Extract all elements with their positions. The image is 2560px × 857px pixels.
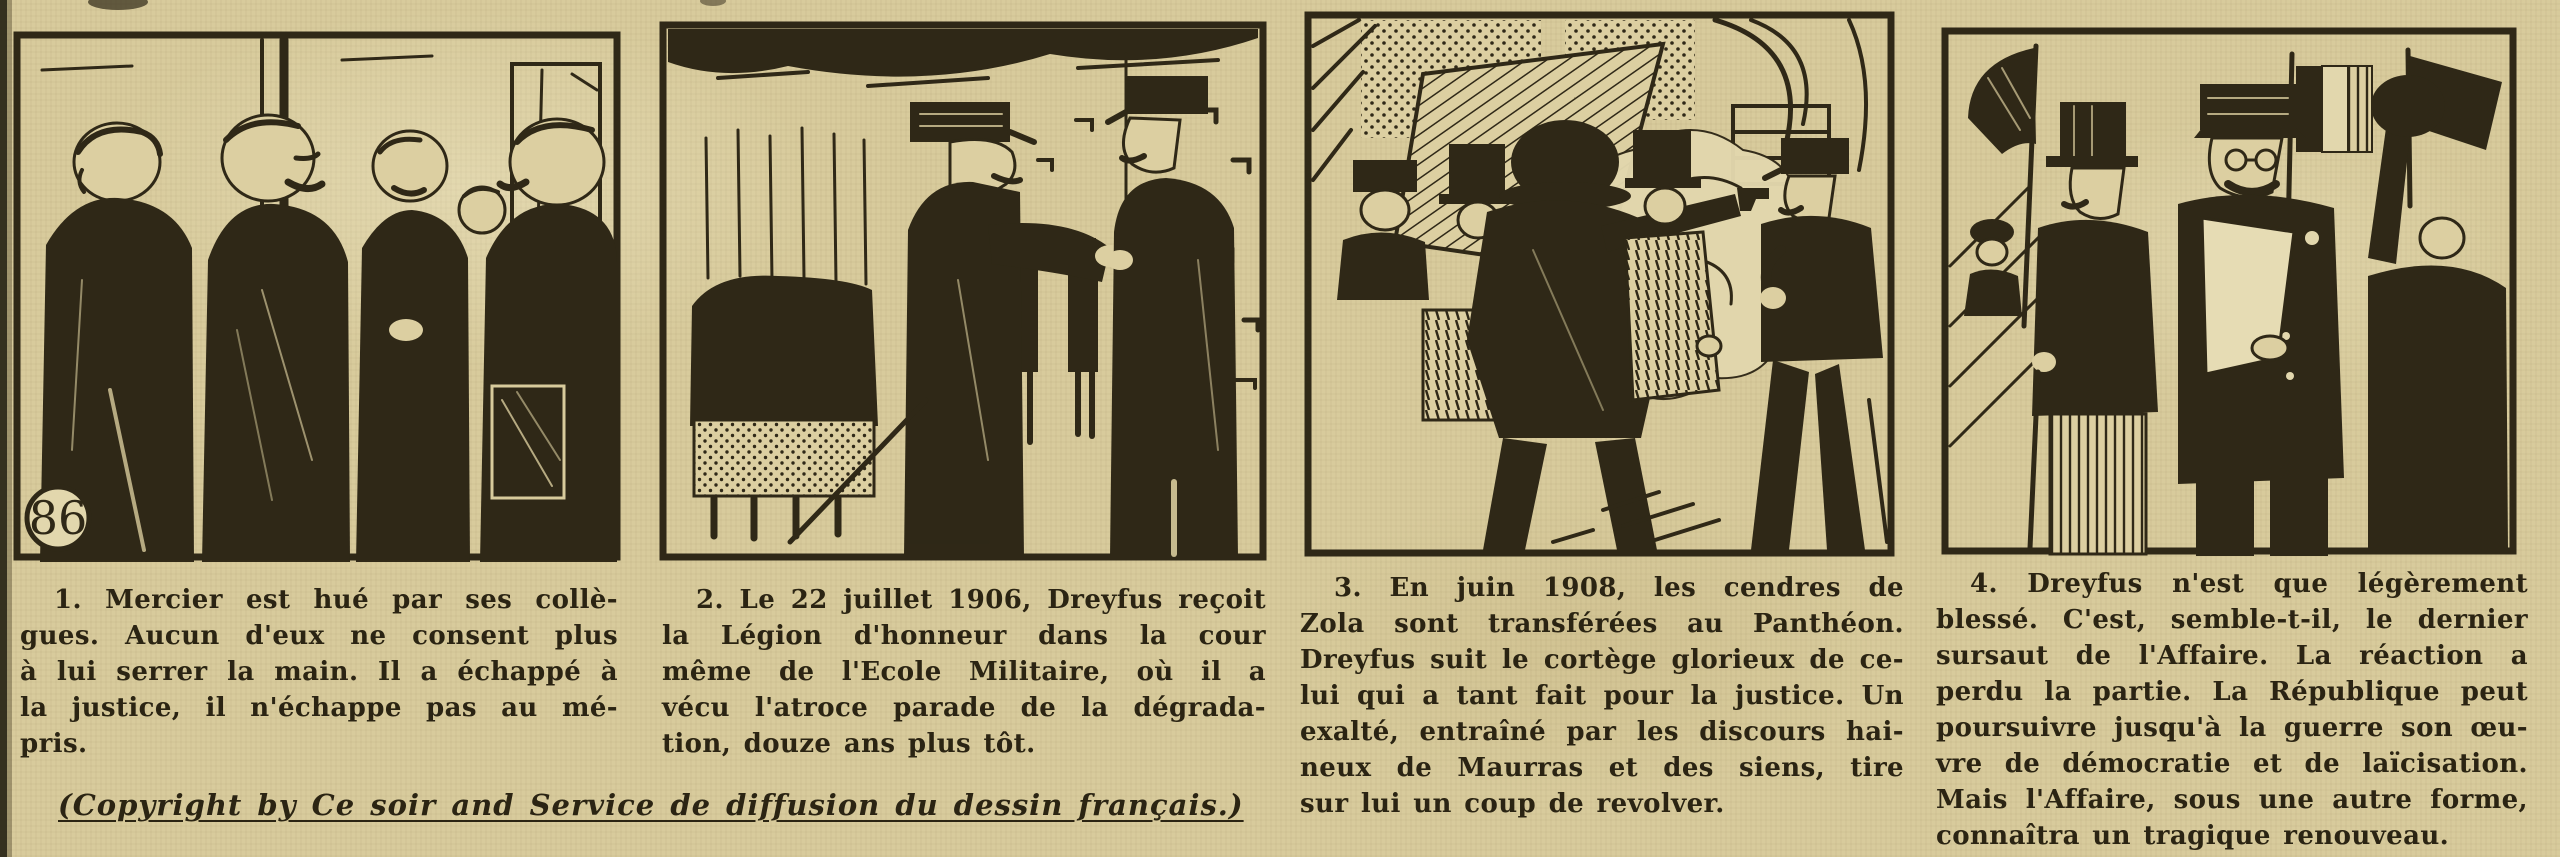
comic-panel-4 <box>1940 26 2518 556</box>
panel-4-caption <box>1936 566 2528 854</box>
caption-line: même de l'Ecole Militaire, où il a <box>662 657 1266 687</box>
panel-3-caption <box>1300 570 1904 822</box>
colleague-portfolio-figure <box>480 119 617 562</box>
panel-2-art <box>658 20 1268 562</box>
dreyfus-wounded-figure <box>2178 84 2344 556</box>
comic-panel-1 <box>12 30 622 562</box>
waved-hat-icon <box>2371 75 2445 137</box>
caption-line: pris. <box>20 729 88 759</box>
panel-2-caption <box>662 582 1266 762</box>
caption-line: la Légion d'honneur dans la cour <box>662 621 1266 651</box>
caption-line: perdu la partie. La République peut <box>1936 677 2528 707</box>
background-head <box>459 187 505 233</box>
caption-line: vre de démocratie et de laïcisation. <box>1936 749 2528 779</box>
caption-line: poursuivre jusqu'à la guerre son œu- <box>1936 713 2528 743</box>
caption-line: la justice, il n'échappe pas au mé- <box>20 693 618 723</box>
panel-3-art <box>1303 10 1896 558</box>
cheering-man <box>2368 75 2508 550</box>
caption-line: lui qui a tant fait pour la justice. Un <box>1300 681 1904 711</box>
caption-line: exalté, entraîné par les discours hai- <box>1300 717 1904 747</box>
dreyfus-figure <box>1107 76 1238 557</box>
copyright-line: (Copyright by Ce soir and Service de diffusion du dessin français.) <box>58 788 1244 822</box>
comic-panel-2 <box>658 20 1268 562</box>
medal-icon <box>2305 231 2319 245</box>
caption-line: vécu l'atroce parade de la dégrada- <box>662 693 1266 723</box>
caption-line: connaîtra un tragique renouveau. <box>1936 821 2450 851</box>
caption-line: 3. En juin 1908, les cendres de <box>1334 573 1904 603</box>
strip-number-badge <box>27 487 89 549</box>
caption-line: 4. Dreyfus n'est que légèrement <box>1970 569 2528 599</box>
caption-line: blessé. C'est, semble-t-il, le dernier <box>1936 605 2528 635</box>
ink-smudge <box>88 0 148 10</box>
caption-line: sur lui un coup de revolver. <box>1300 789 1725 819</box>
companion-top-hat-figure <box>2030 102 2158 554</box>
caption-line: 1. Mercier est hué par ses collè- <box>54 585 618 615</box>
mercier-figure <box>202 115 350 562</box>
strip-number: 86 <box>28 491 88 545</box>
caption-line: à lui serrer la main. Il a échappé à <box>20 657 618 687</box>
colleague-center-figure <box>356 131 470 562</box>
caption-line: 2. Le 22 juillet 1906, Dreyfus reçoit <box>696 585 1266 615</box>
caption-line: tion, douze ans plus tôt. <box>662 729 1036 759</box>
crowd-left-heads <box>1964 219 2022 316</box>
page-edge-shadow <box>0 0 7 857</box>
caption-line: Dreyfus suit le cortège glorieux de ce- <box>1300 645 1904 675</box>
panel-1-art <box>12 30 622 562</box>
caption-line: Zola sont transférées au Panthéon. <box>1300 609 1904 639</box>
caption-line: neux de Maurras et des siens, tire <box>1300 753 1904 783</box>
panel-4-art <box>1940 26 2518 556</box>
caption-line: Mais l'Affaire, sous une autre forme, <box>1936 785 2528 815</box>
ink-smudge <box>700 0 726 6</box>
comic-panel-3 <box>1303 10 1896 558</box>
panel-1-caption <box>20 582 618 762</box>
caption-line: gues. Aucun d'eux ne consent plus <box>20 621 618 651</box>
caption-line: sursaut de l'Affaire. La réaction a <box>1936 641 2528 671</box>
